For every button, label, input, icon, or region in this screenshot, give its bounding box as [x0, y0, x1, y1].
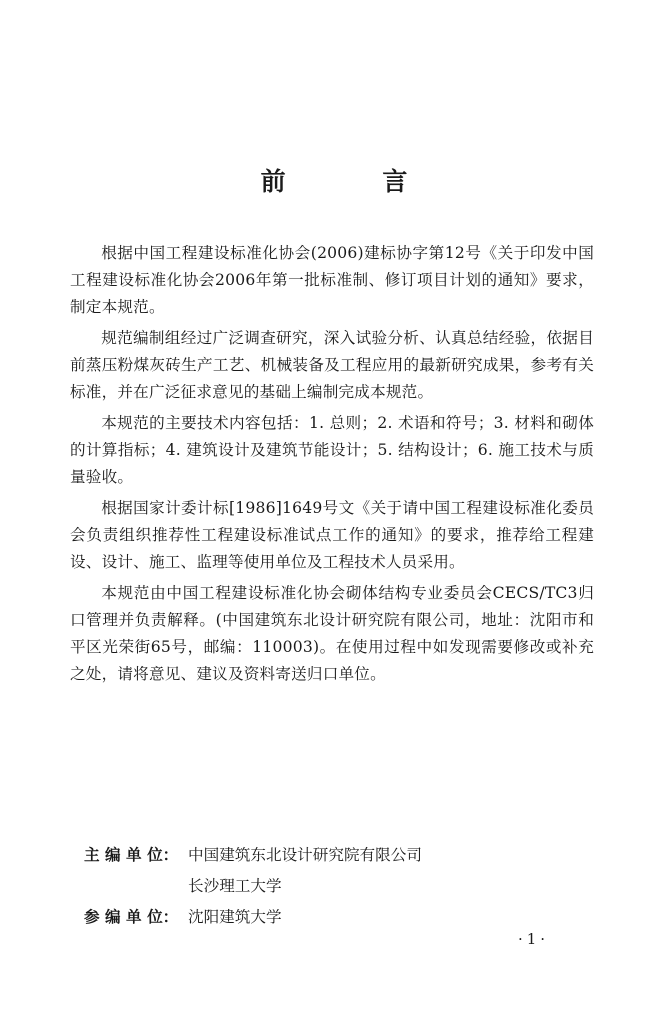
page-title: 前 言: [260, 167, 452, 196]
paragraph-1: 根据中国工程建设标准化协会(2006)建标协字第12号《关于印发中国工程建设标准化协会2006年第一批标准制、修订项目计划的通知》要求，制定本规范。: [70, 244, 594, 316]
paragraph-3: 本规范的主要技术内容包括：1. 总则；2. 术语和符号；3. 材料和砌体的计算指标；4. 建筑设计及建筑节能设计；5. 结构设计；6. 施工技术与质量验收。: [70, 414, 594, 486]
paragraph-4: 根据国家计委计标[1986]1649号文《关于请中国工程建设标准化委员会负责组织推荐性工程建设标准试点工作的通知》的要求，推荐给工程建设、设计、施工、监理等使用单位及工程技术人员采用。: [70, 499, 594, 571]
chief-unit-2: 长沙理工大学: [188, 877, 282, 895]
participant-unit-1: 沈阳建筑大学: [188, 908, 282, 926]
paragraph-2: 规范编制组经过广泛调查研究，深入试验分析、认真总结经验，依据目前蒸压粉煤灰砖生产工艺、机械装备及工程应用的最新研究成果，参考有关标准，并在广泛征求意见的基础上编制完成本规范。: [70, 329, 594, 401]
chief-unit-row-1: [84, 842, 422, 873]
paragraph-5: 本规范由中国工程建设标准化协会砌体结构专业委员会CECS/TC3归口管理并负责解释。(中国建筑东北设计研究院有限公司，地址：沈阳市和平区光荣街65号，邮编：110003)。在使用过程中如发现需要修改或补充之处，请将意见、建议及资料寄送归口单位。: [70, 584, 594, 683]
chief-unit-label: 主 编 单 位：: [84, 846, 179, 864]
organization-list: [84, 842, 422, 935]
chief-unit-1: 中国建筑东北设计研究院有限公司: [188, 846, 422, 864]
preface-body: [70, 240, 594, 692]
chief-unit-row-2: [84, 873, 422, 904]
participant-unit-label: 参 编 单 位：: [84, 908, 179, 926]
participant-unit-row: [84, 904, 422, 935]
page-number: ·1·: [518, 930, 550, 948]
